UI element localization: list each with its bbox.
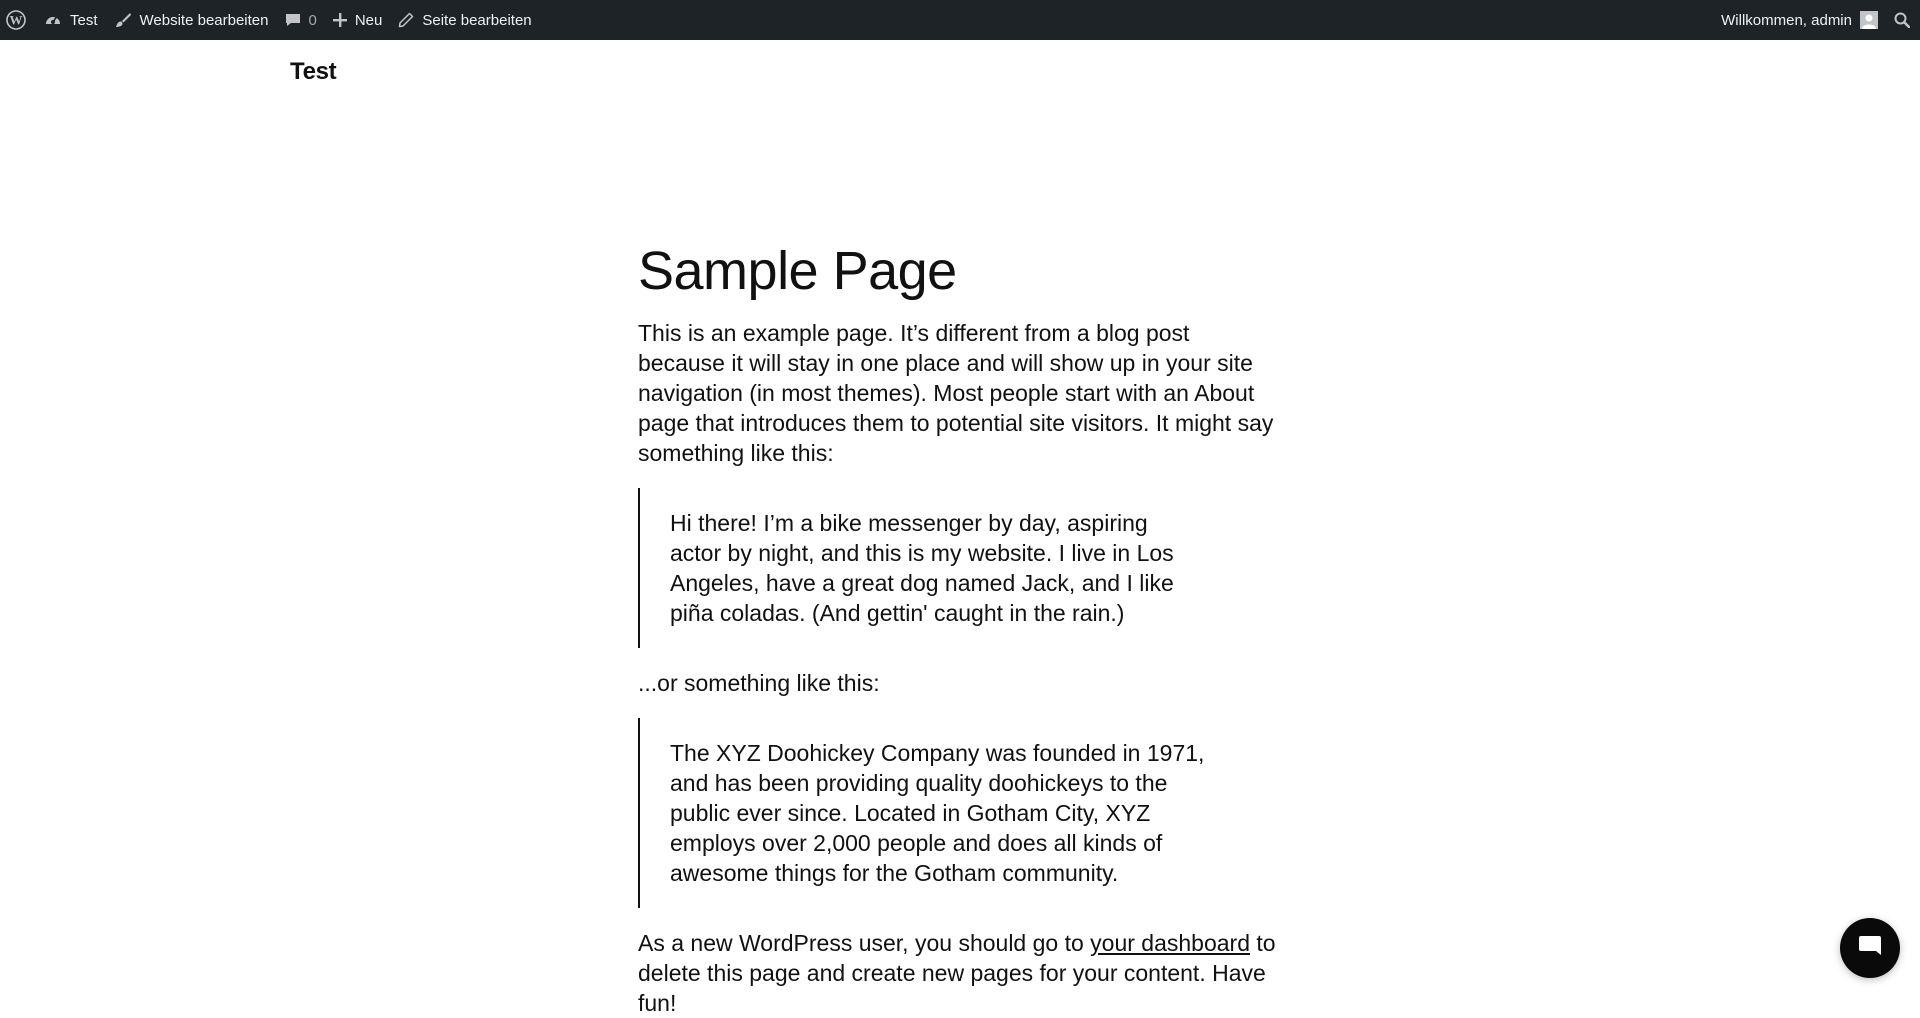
svg-text:W: W <box>9 12 23 28</box>
page-content <box>638 240 1278 1018</box>
paintbrush-icon <box>114 11 132 29</box>
greeting-label: Willkommen, admin <box>1721 11 1852 29</box>
search-icon <box>1894 12 1910 28</box>
new-label: Neu <box>354 11 383 29</box>
dashboard-link[interactable]: your dashboard <box>1090 930 1250 957</box>
avatar <box>1860 11 1878 29</box>
comments-count: 0 <box>308 11 317 29</box>
blockquote-text: Hi there! I’m a bike messenger by day, aspiring actor by night, and this is my website. I live in Los Angeles, have a great dog named Jack, and I like piña coladas. (And gettin' caught in the rain.) <box>670 510 1174 627</box>
site-name-label: Test <box>70 11 98 29</box>
wordpress-logo-icon <box>6 10 26 30</box>
admin-bar-left <box>0 0 540 40</box>
blockquote-doohickey <box>638 718 1278 908</box>
outro-text-after: to delete this page and create new pages for your content. Have fun! <box>638 930 1276 1017</box>
intro-paragraph: This is an example page. It’s different from a blog post because it will stay in one place and will show up in your site navigation (in most themes). Most people start with an About page that introduces them to potential site visitors. It might say something like this: <box>638 320 1274 467</box>
customize-label: Website bearbeiten <box>139 11 269 29</box>
blockquote-text: The XYZ Doohickey Company was founded in 1971, and has been providing quality doohickeys to the public ever since. Located in Gotham City, XYZ employs over 2,000 people and does all kinds of awesome things for the Gotham community. <box>670 740 1205 887</box>
site-name-menu[interactable] <box>36 0 106 40</box>
plus-icon <box>333 13 347 27</box>
site-title[interactable]: Test <box>290 58 337 85</box>
middle-paragraph: ...or something like this: <box>638 670 880 697</box>
pencil-icon <box>398 12 414 28</box>
new-content-menu[interactable] <box>325 0 391 40</box>
dashboard-gauge-icon <box>44 11 62 29</box>
admin-bar-right <box>1713 0 1920 40</box>
edit-page-menu[interactable] <box>390 0 539 40</box>
comment-bubble-icon <box>285 12 301 28</box>
outro-paragraph <box>638 928 1278 1018</box>
my-account-menu[interactable] <box>1713 0 1886 40</box>
wordpress-logo-button[interactable] <box>0 0 36 40</box>
chat-button[interactable] <box>1840 918 1900 978</box>
edit-page-label: Seite bearbeiten <box>422 11 532 29</box>
outro-text-before: As a new WordPress user, you should go to <box>638 930 1091 957</box>
customize-menu[interactable] <box>106 0 277 40</box>
chat-bubble-icon <box>1857 933 1883 964</box>
blockquote-bike-messenger <box>638 488 1278 648</box>
comments-menu[interactable] <box>277 0 325 40</box>
admin-bar <box>0 0 1920 40</box>
page-title: Sample Page <box>638 241 957 301</box>
search-button[interactable] <box>1886 0 1920 40</box>
